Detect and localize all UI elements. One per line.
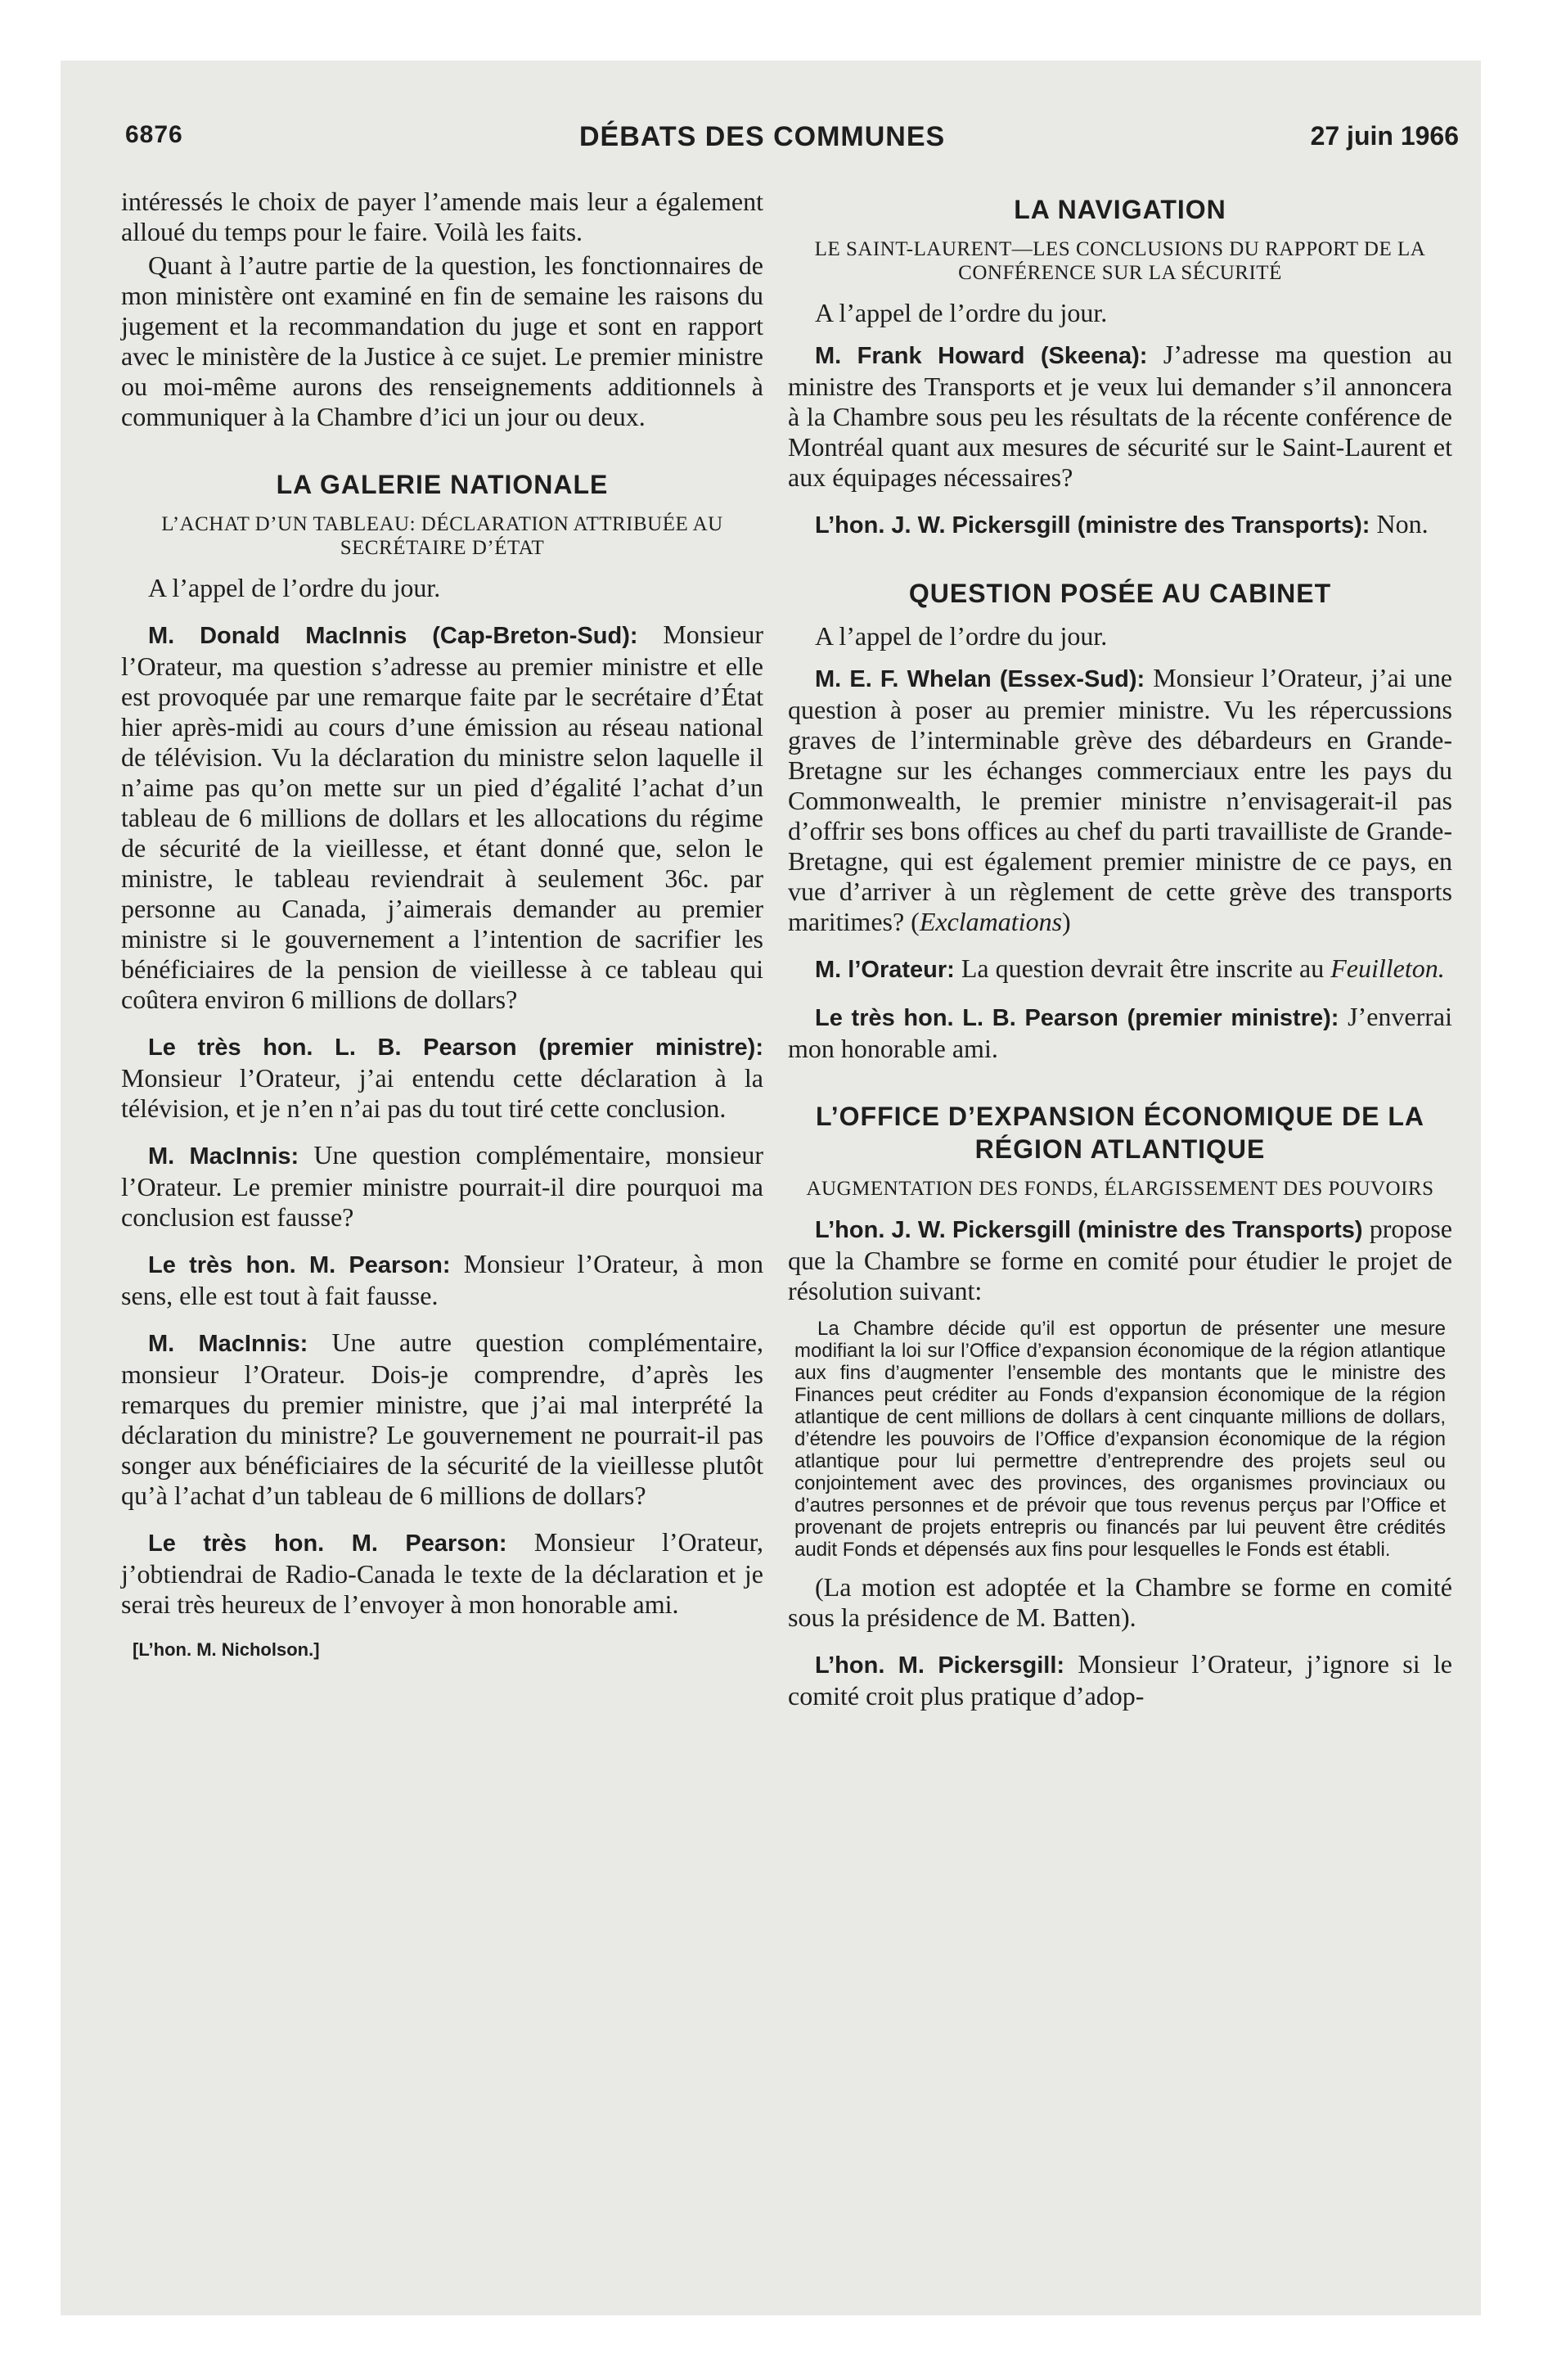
paragraph: Quant à l’autre partie de la question, les fonctionnaires de mon ministère ont examiné en fin de semaine les raisons du jugement et la recommandation du juge et sont en rapport avec le ministère de la Justice à ce sujet. Le premier ministre ou moi-même aurons des renseignements additionnels à communiquer à la Chambre d’ici un jour ou deux. <box>121 250 763 431</box>
speech-text: Monsieur l’Orateur, j’ignore si le comité croit plus pratique d’adop- <box>788 1649 1453 1711</box>
right-column <box>788 187 1452 1715</box>
paragraph: intéressés le choix de payer l’amende mais leur a également alloué du temps pour le faire. Voilà les faits. <box>121 187 763 246</box>
speech-text: J’adresse ma question au ministre des Transports et je veux lui demander s’il annoncera à la Chambre sous peu les résultats de la récente conférence de Montréal quant aux mesures de sécurité sur le Saint-Laurent et aux équipages nécessaires? <box>788 340 1452 492</box>
section-title: QUESTION POSÉE AU CABINET <box>908 579 1332 608</box>
speech-italic: Feuilleton. <box>1330 953 1445 983</box>
speech <box>121 620 763 1015</box>
footnote: [L’hon. M. Nicholson.] <box>133 1639 320 1660</box>
speaker-name: M. MacInnis: <box>148 1143 299 1170</box>
speaker-name: Le très hon. M. Pearson: <box>148 1530 507 1557</box>
speaker-name: L’hon. J. W. Pickersgill (ministre des Transports): <box>815 512 1370 539</box>
page-number: 6876 <box>125 121 183 148</box>
speech-text: Monsieur l’Orateur, j’ai une question à poser au premier ministre. Vu les répercussions graves de l’interminable grève des débardeurs en Grande-Bretagne sur les échanges commerciaux entre les pays du Commonwealth, le premier ministre n’envisagerait-il pas d’offrir ses bons offices au chef du parti travailliste de Grande-Bretagne, qui est également premier ministre de ce pays, en vue d’arriver à un règlement de cette grève des transports maritimes? <box>788 663 1452 936</box>
section-title: L’OFFICE D’EXPANSION ÉCONOMIQUE DE LA RÉGION ATLANTIQUE <box>815 1102 1424 1164</box>
speaker-name: M. MacInnis: <box>148 1331 308 1357</box>
speech-text: Monsieur l’Orateur, j’obtiendrai de Radio-Canada le texte de la déclaration et je serai très heureux de l’envoyer à mon honorable ami. <box>121 1527 763 1619</box>
page-header <box>125 121 1459 160</box>
resolution-quote: La Chambre décide qu’il est opportun de présenter une mesure modifiant la loi sur l’Office d’expansion économique de la région atlantique aux fins d’augmenter l’ensemble des montants que le ministre des Finances peut créditer au Fonds d’expansion économique de la région atlantique de cent millions de dollars à cent cinquante millions de dollars, d’étendre les pouvoirs de l’Office d’expansion économique de la région atlantique pour lui permettre d’entreprendre des projets seul ou conjointement avec des provinces, des organismes provinciaux ou d’autres personnes et de prévoir que tous revenus perçus par l’Office et provenant de projets entrepris ou financés par lui peuvent être crédités audit Fonds et dépensés aux fins pour lesquelles le Fonds est établi. <box>794 1318 1446 1561</box>
speech <box>121 1031 763 1124</box>
speech-text: Monsieur l’Orateur, j’ai entendu cette déclaration à la télévision, et je n’en n’ai pas du tout tiré cette conclusion. <box>121 1063 763 1123</box>
speech-text: Monsieur l’Orateur, à mon sens, elle est tout à fait fausse. <box>121 1249 763 1310</box>
speech <box>788 1214 1452 1306</box>
speaker-name: Le très hon. L. B. Pearson (premier ministre): <box>815 1005 1339 1031</box>
section-title: LA GALERIE NATIONALE <box>276 470 609 499</box>
page-date: 27 juin 1966 <box>1310 121 1459 151</box>
speaker-name: L’hon. J. W. Pickersgill (ministre des Transports) <box>815 1217 1363 1243</box>
speech <box>788 1649 1452 1711</box>
speech <box>121 1527 763 1620</box>
speaker-name: Le très hon. M. Pearson: <box>148 1252 451 1278</box>
speech <box>121 1140 763 1233</box>
speech <box>788 953 1452 985</box>
speaker-name: M. l’Orateur: <box>815 957 955 983</box>
speech-text: Une autre question complémentaire, monsieur l’Orateur. Dois-je comprendre, d’après les remarques du premier ministre, que j’ai mal interprété la déclaration du ministre? Le gouvernement ne pourrait-il pas songer aux bénéficiaires de la sécurité de la vieillesse plutôt qu’à l’achat d’un tableau de 6 millions de dollars? <box>121 1327 764 1510</box>
speech-text: Non. <box>1370 509 1429 539</box>
section-subtitle: AUGMENTATION DES FONDS, ÉLARGISSEMENT DES POUVOIRS <box>806 1178 1434 1200</box>
speech <box>121 1249 763 1311</box>
speech <box>121 1327 763 1511</box>
speech <box>788 340 1452 493</box>
speaker-name: M. E. F. Whelan (Essex-Sud): <box>815 666 1145 692</box>
section-title: LA NAVIGATION <box>1014 195 1226 224</box>
speech-text: La question devrait être inscrite au <box>954 953 1331 983</box>
order-of-day: A l’appel de l’ordre du jour. <box>815 621 1108 651</box>
section-subtitle: LE SAINT-LAURENT—LES CONCLUSIONS DU RAPPORT DE LA CONFÉRENCE SUR LA SÉCURITÉ <box>814 238 1426 284</box>
section-subtitle: L’ACHAT D’UN TABLEAU: DÉCLARATION ATTRIBUÉE AU SECRÉTAIRE D’ÉTAT <box>161 513 723 559</box>
speaker-name: Le très hon. L. B. Pearson (premier ministre): <box>148 1034 763 1061</box>
speech <box>788 509 1452 541</box>
left-column <box>121 187 763 1665</box>
order-of-day: A l’appel de l’ordre du jour. <box>148 573 441 602</box>
speech-text: J’enverrai mon honorable ami. <box>788 1002 1453 1063</box>
interjection: Exclamations <box>919 907 1063 936</box>
running-title: DÉBATS DES COMMUNES <box>579 121 946 152</box>
speech <box>788 1002 1452 1064</box>
speech-text: Une question complémentaire, monsieur l’Orateur. Le premier ministre pourrait-il dire pourquoi ma conclusion est fausse? <box>121 1140 763 1232</box>
speech-text: Monsieur l’Orateur, ma question s’adresse au premier ministre et elle est provoquée par une remarque faite par le secrétaire d’État hier après-midi au cours d’une émission au réseau national de télévision. Vu la déclaration du ministre selon laquelle il n’aime pas qu’on mette sur un pied d’égalité l’achat d’un tableau de 6 millions de dollars et les allocations du régime de sécurité de la vieillesse, et étant donné que, selon le ministre, le tableau reviendrait à seulement 36c. par personne au Canada, j’aimerais demander au premier ministre si le gouvernement a l’intention de sacrifier les bénéficiaires de la pension de vieillesse à ce tableau qui coûtera environ 6 millions de dollars? <box>121 620 763 1014</box>
speaker-name: M. Donald MacInnis (Cap-Breton-Sud): <box>148 623 638 649</box>
order-of-day: A l’appel de l’ordre du jour. <box>815 298 1108 327</box>
speech-text: propose que la Chambre se forme en comité pour étudier le projet de résolution suivant: <box>788 1214 1453 1305</box>
speech: M. E. F. Whelan (Essex-Sud): Monsieur l’Orateur, j’ai une question à poser au premier ministre. Vu les répercussions graves de l’interminable grève des débardeurs en Grande-Bretagne sur les échanges commerciaux entre les pays du Commonwealth, le premier ministre n’envisagerait-il pas d’offrir ses bons offices au chef du parti travailliste de Grande-Bretagne, qui est également premier ministre de ce pays, en vue d’arriver à un règlement de cette grève des transports maritimes? (Exclamations) <box>788 663 1452 936</box>
motion-note: (La motion est adoptée et la Chambre se forme en comité sous la présidence de M. Batten). <box>788 1572 1452 1632</box>
speaker-name: L’hon. M. Pickersgill: <box>815 1652 1065 1679</box>
speaker-name: M. Frank Howard (Skeena): <box>815 343 1148 369</box>
